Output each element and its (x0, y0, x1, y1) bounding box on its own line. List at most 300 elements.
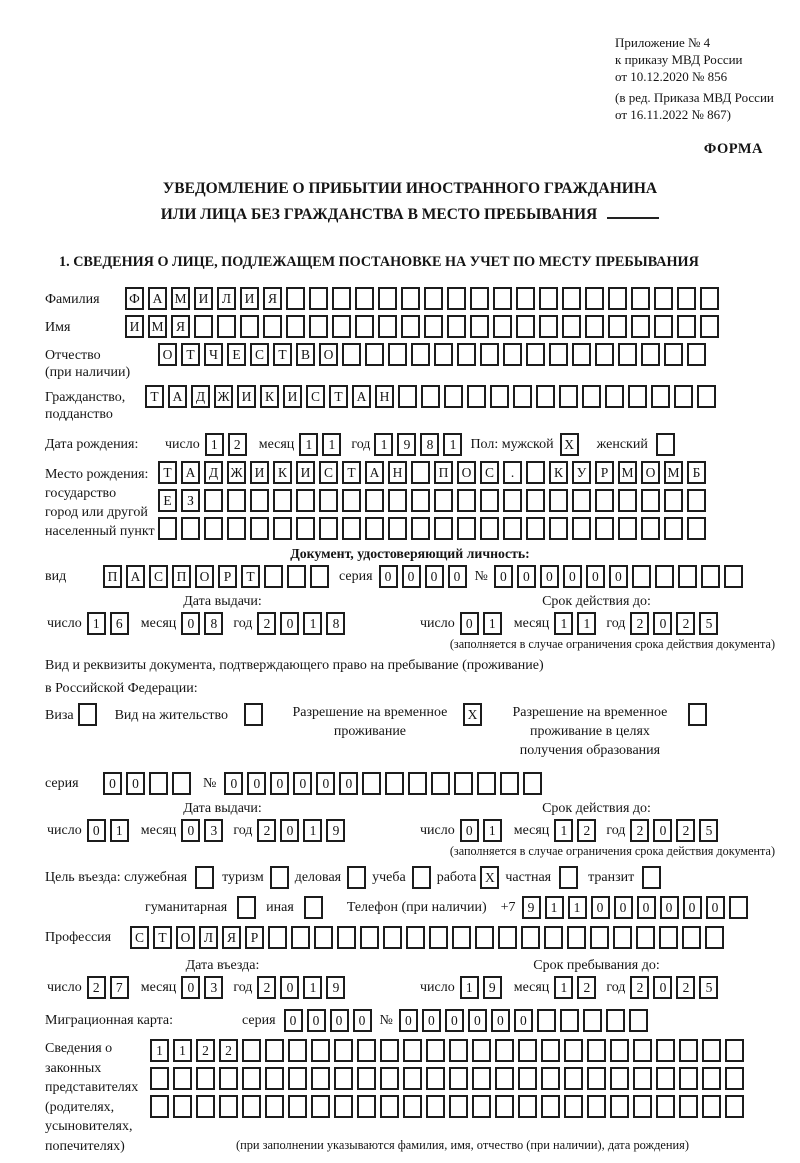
form-cell[interactable] (411, 461, 430, 484)
form-cell[interactable]: 0 (181, 612, 200, 635)
form-cell[interactable] (244, 703, 263, 726)
form-cell[interactable] (595, 489, 614, 512)
form-cell[interactable] (490, 385, 509, 408)
form-cell[interactable]: Я (263, 287, 282, 310)
form-cell[interactable]: 0 (87, 819, 106, 842)
form-cell[interactable]: 1 (303, 976, 322, 999)
form-cell[interactable]: 0 (514, 1009, 533, 1032)
form-cell[interactable] (237, 896, 256, 919)
form-cell[interactable] (679, 1039, 698, 1062)
form-cell[interactable] (493, 315, 512, 338)
form-cell[interactable]: 0 (103, 772, 122, 795)
form-cell[interactable] (378, 315, 397, 338)
form-cell[interactable]: Б (687, 461, 706, 484)
form-cell[interactable] (503, 489, 522, 512)
form-cell[interactable] (332, 287, 351, 310)
form-cell[interactable]: П (172, 565, 191, 588)
form-cell[interactable]: 2 (577, 976, 596, 999)
form-cell[interactable]: Р (245, 926, 264, 949)
form-cell[interactable] (587, 1067, 606, 1090)
form-cell[interactable]: С (480, 461, 499, 484)
form-cell[interactable]: 0 (181, 976, 200, 999)
form-cell[interactable]: О (319, 343, 338, 366)
form-cell[interactable] (314, 926, 333, 949)
form-cell[interactable]: Ф (125, 287, 144, 310)
form-cell[interactable] (149, 772, 168, 795)
form-cell[interactable]: 0 (683, 896, 702, 919)
form-cell[interactable]: И (237, 385, 256, 408)
form-cell[interactable] (687, 343, 706, 366)
form-cell[interactable]: С (149, 565, 168, 588)
form-cell[interactable] (503, 343, 522, 366)
form-cell[interactable]: И (194, 287, 213, 310)
form-cell[interactable] (347, 866, 366, 889)
form-cell[interactable] (678, 565, 697, 588)
form-cell[interactable] (365, 343, 384, 366)
form-cell[interactable] (273, 517, 292, 540)
form-cell[interactable] (355, 287, 374, 310)
form-cell[interactable] (447, 315, 466, 338)
form-cell[interactable] (539, 287, 558, 310)
form-cell[interactable] (526, 517, 545, 540)
form-cell[interactable]: Я (171, 315, 190, 338)
form-cell[interactable] (549, 517, 568, 540)
form-cell[interactable] (562, 315, 581, 338)
form-cell[interactable] (641, 343, 660, 366)
form-cell[interactable]: С (319, 461, 338, 484)
form-cell[interactable] (608, 287, 627, 310)
form-cell[interactable]: 0 (563, 565, 582, 588)
form-cell[interactable]: Е (158, 489, 177, 512)
form-cell[interactable] (388, 489, 407, 512)
form-cell[interactable] (250, 489, 269, 512)
form-cell[interactable]: 0 (609, 565, 628, 588)
form-cell[interactable] (633, 1067, 652, 1090)
form-cell[interactable] (319, 489, 338, 512)
form-cell[interactable] (449, 1095, 468, 1118)
form-cell[interactable] (357, 1039, 376, 1062)
form-cell[interactable]: Я (222, 926, 241, 949)
form-cell[interactable]: М (664, 461, 683, 484)
form-cell[interactable] (357, 1067, 376, 1090)
form-cell[interactable]: 1 (554, 976, 573, 999)
form-cell[interactable] (288, 1039, 307, 1062)
form-cell[interactable] (173, 1067, 192, 1090)
form-cell[interactable] (631, 287, 650, 310)
form-cell[interactable]: А (168, 385, 187, 408)
form-cell[interactable] (426, 1095, 445, 1118)
form-cell[interactable]: 0 (339, 772, 358, 795)
form-cell[interactable]: 2 (228, 433, 247, 456)
form-cell[interactable] (697, 385, 716, 408)
form-cell[interactable] (541, 1067, 560, 1090)
form-cell[interactable] (264, 565, 283, 588)
form-cell[interactable] (724, 565, 743, 588)
form-cell[interactable] (309, 315, 328, 338)
form-cell[interactable] (523, 772, 542, 795)
form-cell[interactable] (585, 315, 604, 338)
form-cell[interactable]: 2 (257, 612, 276, 635)
form-cell[interactable] (618, 343, 637, 366)
form-cell[interactable] (633, 1095, 652, 1118)
form-cell[interactable] (380, 1095, 399, 1118)
form-cell[interactable]: П (103, 565, 122, 588)
form-cell[interactable] (334, 1067, 353, 1090)
form-cell[interactable]: 0 (425, 565, 444, 588)
form-cell[interactable] (500, 772, 519, 795)
form-cell[interactable]: 0 (422, 1009, 441, 1032)
form-cell[interactable] (470, 287, 489, 310)
form-cell[interactable] (342, 343, 361, 366)
form-cell[interactable] (610, 1039, 629, 1062)
form-cell[interactable] (380, 1039, 399, 1062)
form-cell[interactable] (582, 385, 601, 408)
form-cell[interactable] (265, 1039, 284, 1062)
form-cell[interactable] (304, 896, 323, 919)
form-cell[interactable] (342, 489, 361, 512)
form-cell[interactable]: Т (273, 343, 292, 366)
form-cell[interactable] (431, 772, 450, 795)
form-cell[interactable]: 0 (460, 612, 479, 635)
form-cell[interactable]: 1 (173, 1039, 192, 1062)
form-cell[interactable] (250, 517, 269, 540)
form-cell[interactable] (628, 385, 647, 408)
form-cell[interactable]: 0 (181, 819, 200, 842)
form-cell[interactable]: 1 (374, 433, 393, 456)
form-cell[interactable] (268, 926, 287, 949)
form-cell[interactable]: Л (199, 926, 218, 949)
form-cell[interactable] (78, 703, 97, 726)
form-cell[interactable] (444, 385, 463, 408)
form-cell[interactable]: И (250, 461, 269, 484)
form-cell[interactable] (642, 866, 661, 889)
form-cell[interactable] (629, 1009, 648, 1032)
form-cell[interactable]: 1 (303, 612, 322, 635)
form-cell[interactable]: 0 (330, 1009, 349, 1032)
form-cell[interactable] (287, 565, 306, 588)
form-cell[interactable]: 1 (322, 433, 341, 456)
form-cell[interactable] (342, 517, 361, 540)
form-cell[interactable]: Т (342, 461, 361, 484)
form-cell[interactable]: 1 (110, 819, 129, 842)
form-cell[interactable] (452, 926, 471, 949)
form-cell[interactable] (516, 287, 535, 310)
form-cell[interactable] (656, 1039, 675, 1062)
form-cell[interactable]: К (260, 385, 279, 408)
form-cell[interactable]: 9 (483, 976, 502, 999)
form-cell[interactable]: 2 (676, 612, 695, 635)
form-cell[interactable]: О (176, 926, 195, 949)
form-cell[interactable] (674, 385, 693, 408)
form-cell[interactable]: 0 (353, 1009, 372, 1032)
form-cell[interactable] (457, 517, 476, 540)
form-cell[interactable] (700, 315, 719, 338)
form-cell[interactable] (631, 315, 650, 338)
form-cell[interactable] (587, 1039, 606, 1062)
form-cell[interactable] (526, 489, 545, 512)
form-cell[interactable] (196, 1067, 215, 1090)
form-cell[interactable]: А (148, 287, 167, 310)
form-cell[interactable] (725, 1067, 744, 1090)
form-cell[interactable] (682, 926, 701, 949)
form-cell[interactable] (516, 315, 535, 338)
form-cell[interactable] (472, 1067, 491, 1090)
form-cell[interactable] (632, 565, 651, 588)
form-cell[interactable] (265, 1095, 284, 1118)
form-cell[interactable] (403, 1095, 422, 1118)
form-cell[interactable]: 0 (402, 565, 421, 588)
form-cell[interactable] (664, 343, 683, 366)
form-cell[interactable] (585, 287, 604, 310)
form-cell[interactable]: 2 (676, 976, 695, 999)
form-cell[interactable] (725, 1095, 744, 1118)
form-cell[interactable] (641, 489, 660, 512)
form-cell[interactable]: 0 (591, 896, 610, 919)
form-cell[interactable] (449, 1039, 468, 1062)
form-cell[interactable] (242, 1039, 261, 1062)
form-cell[interactable] (388, 517, 407, 540)
form-cell[interactable] (572, 489, 591, 512)
form-cell[interactable] (549, 343, 568, 366)
form-cell[interactable]: Р (218, 565, 237, 588)
form-cell[interactable]: 0 (460, 819, 479, 842)
form-cell[interactable] (495, 1067, 514, 1090)
form-cell[interactable]: 0 (448, 565, 467, 588)
form-cell[interactable] (424, 315, 443, 338)
form-cell[interactable] (521, 926, 540, 949)
form-cell[interactable] (702, 1067, 721, 1090)
form-cell[interactable] (595, 517, 614, 540)
form-cell[interactable] (403, 1039, 422, 1062)
form-cell[interactable] (688, 703, 707, 726)
form-cell[interactable] (536, 385, 555, 408)
form-cell[interactable]: Н (388, 461, 407, 484)
form-cell[interactable]: 0 (280, 819, 299, 842)
form-cell[interactable] (526, 461, 545, 484)
form-cell[interactable] (172, 772, 191, 795)
form-cell[interactable]: Ч (204, 343, 223, 366)
form-cell[interactable]: 1 (87, 612, 106, 635)
form-cell[interactable] (559, 385, 578, 408)
form-cell[interactable]: 1 (577, 612, 596, 635)
form-cell[interactable]: 0 (270, 772, 289, 795)
form-cell[interactable]: Т (241, 565, 260, 588)
form-cell[interactable]: 0 (540, 565, 559, 588)
form-cell[interactable] (426, 1039, 445, 1062)
form-cell[interactable]: 0 (399, 1009, 418, 1032)
form-cell[interactable]: Е (227, 343, 246, 366)
form-cell[interactable]: 2 (196, 1039, 215, 1062)
form-cell[interactable] (401, 287, 420, 310)
form-cell[interactable]: 9 (522, 896, 541, 919)
form-cell[interactable] (385, 772, 404, 795)
form-cell[interactable] (656, 1095, 675, 1118)
form-cell[interactable] (605, 385, 624, 408)
form-cell[interactable] (541, 1095, 560, 1118)
form-cell[interactable] (725, 1039, 744, 1062)
form-cell[interactable] (641, 517, 660, 540)
form-cell[interactable] (613, 926, 632, 949)
form-cell[interactable] (227, 489, 246, 512)
form-cell[interactable] (401, 315, 420, 338)
form-cell[interactable] (240, 315, 259, 338)
form-cell[interactable] (263, 315, 282, 338)
form-cell[interactable]: М (618, 461, 637, 484)
form-cell[interactable]: Ж (214, 385, 233, 408)
form-cell[interactable] (181, 517, 200, 540)
form-cell[interactable] (447, 287, 466, 310)
form-cell[interactable]: 1 (554, 612, 573, 635)
form-cell[interactable] (310, 565, 329, 588)
form-cell[interactable]: 8 (420, 433, 439, 456)
form-cell[interactable] (434, 489, 453, 512)
form-cell[interactable] (656, 1067, 675, 1090)
form-cell[interactable] (309, 287, 328, 310)
form-cell[interactable] (195, 866, 214, 889)
form-cell[interactable]: Т (181, 343, 200, 366)
form-cell[interactable] (664, 489, 683, 512)
form-cell[interactable] (286, 315, 305, 338)
form-cell[interactable]: 1 (545, 896, 564, 919)
form-cell[interactable] (173, 1095, 192, 1118)
form-cell[interactable]: 0 (586, 565, 605, 588)
form-cell[interactable]: 0 (468, 1009, 487, 1032)
form-cell[interactable] (217, 315, 236, 338)
form-cell[interactable] (654, 287, 673, 310)
form-cell[interactable] (360, 926, 379, 949)
form-cell[interactable]: К (273, 461, 292, 484)
form-cell[interactable] (411, 517, 430, 540)
form-cell[interactable]: И (240, 287, 259, 310)
form-cell[interactable]: 9 (326, 976, 345, 999)
form-cell[interactable] (564, 1095, 583, 1118)
form-cell[interactable]: 2 (87, 976, 106, 999)
form-cell[interactable]: О (641, 461, 660, 484)
form-cell[interactable] (541, 1039, 560, 1062)
form-cell[interactable]: 5 (699, 612, 718, 635)
form-cell[interactable]: Ж (227, 461, 246, 484)
form-cell[interactable] (424, 287, 443, 310)
form-cell[interactable] (636, 926, 655, 949)
form-cell[interactable]: М (171, 287, 190, 310)
form-cell[interactable]: У (572, 461, 591, 484)
form-cell[interactable] (421, 385, 440, 408)
form-cell[interactable] (606, 1009, 625, 1032)
form-cell[interactable]: 0 (653, 819, 672, 842)
form-cell[interactable]: 0 (247, 772, 266, 795)
form-cell[interactable] (319, 517, 338, 540)
form-cell[interactable] (434, 517, 453, 540)
form-cell[interactable] (219, 1095, 238, 1118)
form-cell[interactable] (355, 315, 374, 338)
form-cell[interactable] (702, 1095, 721, 1118)
form-cell[interactable] (296, 517, 315, 540)
form-cell[interactable]: 3 (204, 976, 223, 999)
form-cell[interactable]: Т (158, 461, 177, 484)
form-cell[interactable]: 3 (204, 819, 223, 842)
form-cell[interactable]: И (296, 461, 315, 484)
form-cell[interactable] (549, 489, 568, 512)
form-cell[interactable] (687, 517, 706, 540)
form-cell[interactable] (365, 517, 384, 540)
form-cell[interactable] (311, 1039, 330, 1062)
form-cell[interactable]: 0 (494, 565, 513, 588)
form-cell[interactable] (560, 1009, 579, 1032)
form-cell[interactable]: 1 (303, 819, 322, 842)
form-cell[interactable] (559, 866, 578, 889)
form-cell[interactable] (334, 1039, 353, 1062)
form-cell[interactable]: 2 (630, 819, 649, 842)
form-cell[interactable]: 1 (554, 819, 573, 842)
form-cell[interactable] (288, 1095, 307, 1118)
form-cell[interactable] (403, 1067, 422, 1090)
form-cell[interactable] (583, 1009, 602, 1032)
form-cell[interactable] (227, 517, 246, 540)
form-cell[interactable] (412, 866, 431, 889)
form-cell[interactable]: 0 (637, 896, 656, 919)
form-cell[interactable] (150, 1095, 169, 1118)
form-cell[interactable]: А (352, 385, 371, 408)
form-cell[interactable] (475, 926, 494, 949)
form-cell[interactable] (270, 866, 289, 889)
form-cell[interactable] (219, 1067, 238, 1090)
form-cell[interactable]: 2 (257, 819, 276, 842)
form-cell[interactable] (518, 1067, 537, 1090)
form-cell[interactable] (503, 517, 522, 540)
form-cell[interactable] (659, 926, 678, 949)
form-cell[interactable]: О (158, 343, 177, 366)
form-cell[interactable] (610, 1067, 629, 1090)
form-cell[interactable] (204, 489, 223, 512)
form-cell[interactable] (633, 1039, 652, 1062)
form-cell[interactable] (296, 489, 315, 512)
form-cell[interactable]: З (181, 489, 200, 512)
form-cell[interactable] (472, 1039, 491, 1062)
form-cell[interactable]: 6 (110, 612, 129, 635)
form-cell[interactable]: 2 (577, 819, 596, 842)
form-cell[interactable]: Т (153, 926, 172, 949)
form-cell[interactable]: 0 (491, 1009, 510, 1032)
form-cell[interactable] (357, 1095, 376, 1118)
form-cell[interactable]: 0 (224, 772, 243, 795)
form-cell[interactable] (539, 315, 558, 338)
form-cell[interactable] (449, 1067, 468, 1090)
form-cell[interactable] (567, 926, 586, 949)
form-cell[interactable]: В (296, 343, 315, 366)
form-cell[interactable]: 1 (460, 976, 479, 999)
form-cell[interactable] (265, 1067, 284, 1090)
form-cell[interactable]: 0 (379, 565, 398, 588)
form-cell[interactable]: С (130, 926, 149, 949)
form-cell[interactable]: А (126, 565, 145, 588)
form-cell[interactable] (564, 1039, 583, 1062)
form-cell[interactable] (378, 287, 397, 310)
form-cell[interactable] (365, 489, 384, 512)
form-cell[interactable] (480, 489, 499, 512)
form-cell[interactable] (286, 287, 305, 310)
form-cell[interactable]: 0 (284, 1009, 303, 1032)
form-cell[interactable] (498, 926, 517, 949)
form-cell[interactable] (562, 287, 581, 310)
form-cell[interactable] (204, 517, 223, 540)
form-cell[interactable] (434, 343, 453, 366)
form-cell[interactable] (457, 343, 476, 366)
form-cell[interactable] (334, 1095, 353, 1118)
form-cell[interactable]: 0 (316, 772, 335, 795)
form-cell[interactable] (618, 489, 637, 512)
form-cell[interactable]: А (181, 461, 200, 484)
form-cell[interactable] (654, 315, 673, 338)
